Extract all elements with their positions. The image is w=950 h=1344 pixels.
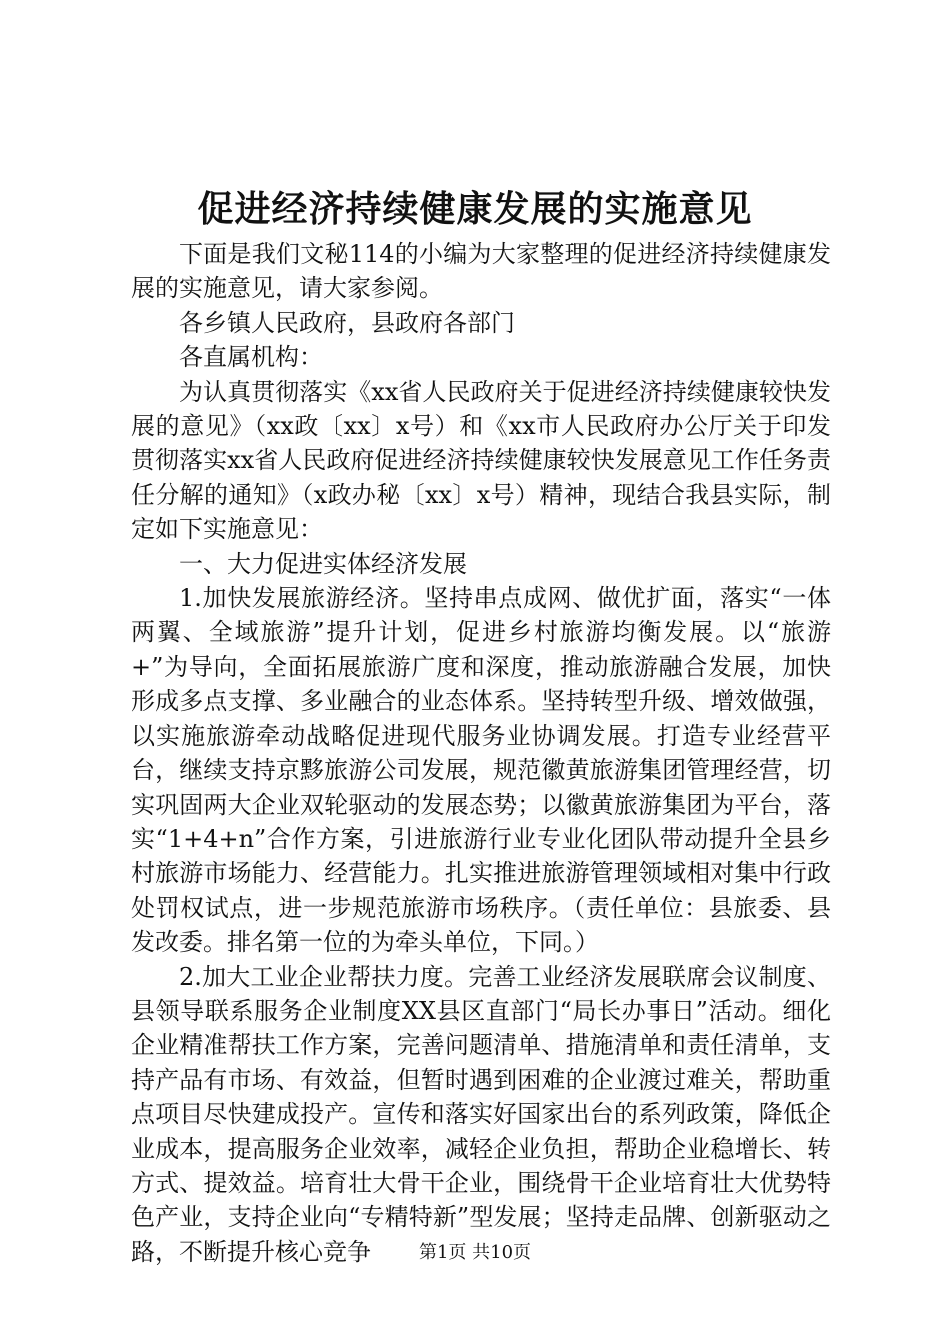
addressee-line: 各直属机构：: [179, 343, 323, 372]
intro-paragraph: 下面是我们文秘114的小编为大家整理的促进经济持续健康发展的实施意见，请大家参阅。: [131, 240, 831, 303]
body-paragraph: 2.加大工业企业帮扶力度。完善工业经济发展联席会议制度、县领导联系服务企业制度XX县区直部门“局长办事日”活动。细化企业精准帮扶工作方案，完善问题清单、措施清单和责任清单，支持产品有市场、有效益，但暂时遇到困难的企业渡过难关，帮助重点项目尽快建成投产。宣传和落实好国家出台的系列政策，降低企业成本，提高服务企业效率，减轻企业负担，帮助企业稳增长、转方式、提效益。培育壮大骨干企业，围绕骨干企业培育壮大优势特色产业，支持企业向“专精特新”型发展；坚持走品牌、创新驱动之路，不断提升核心竞争: [131, 962, 831, 1266]
document-title: 促进经济持续健康发展的实施意见: [197, 188, 753, 230]
preamble-paragraph: 为认真贯彻落实《xx省人民政府关于促进经济持续健康较快发展的意见》（xx政〔xx〕x号）和《xx市人民政府办公厅关于印发贯彻落实xx省人民政府促进经济持续健康较快发展意见工作任务责任分解的通知》（x政办秘〔xx〕x号）精神，现结合我县实际，制定如下实施意见：: [131, 377, 831, 544]
section-heading: 一、大力促进实体经济发展: [179, 549, 467, 578]
document-body: [131, 237, 831, 1269]
page-number-footer: 第1页 共10页: [418, 1242, 532, 1263]
body-paragraph: 1.加快发展旅游经济。坚持串点成网、做优扩面，落实“一体两翼、全域旅游”提升计划，促进乡村旅游均衡发展。以“旅游+”为导向，全面拓展旅游广度和深度，推动旅游融合发展，加快形成多点支撑、多业融合的业态体系。坚持转型升级、增效做强，以实施旅游牵动战略促进现代服务业协调发展。打造专业经营平台，继续支持京黟旅游公司发展，规范徽黄旅游集团管理经营，切实巩固两大企业双轮驱动的发展态势；以徽黄旅游集团为平台，落实“1+4+n”合作方案，引进旅游行业专业化团队带动提升全县乡村旅游市场能力、经营能力。扎实推进旅游管理领域相对集中行政处罚权试点，进一步规范旅游市场秩序。（责任单位：县旅委、县发改委。排名第一位的为牵头单位，下同。）: [131, 584, 831, 957]
addressee-line: 各乡镇人民政府，县政府各部门: [179, 308, 515, 337]
